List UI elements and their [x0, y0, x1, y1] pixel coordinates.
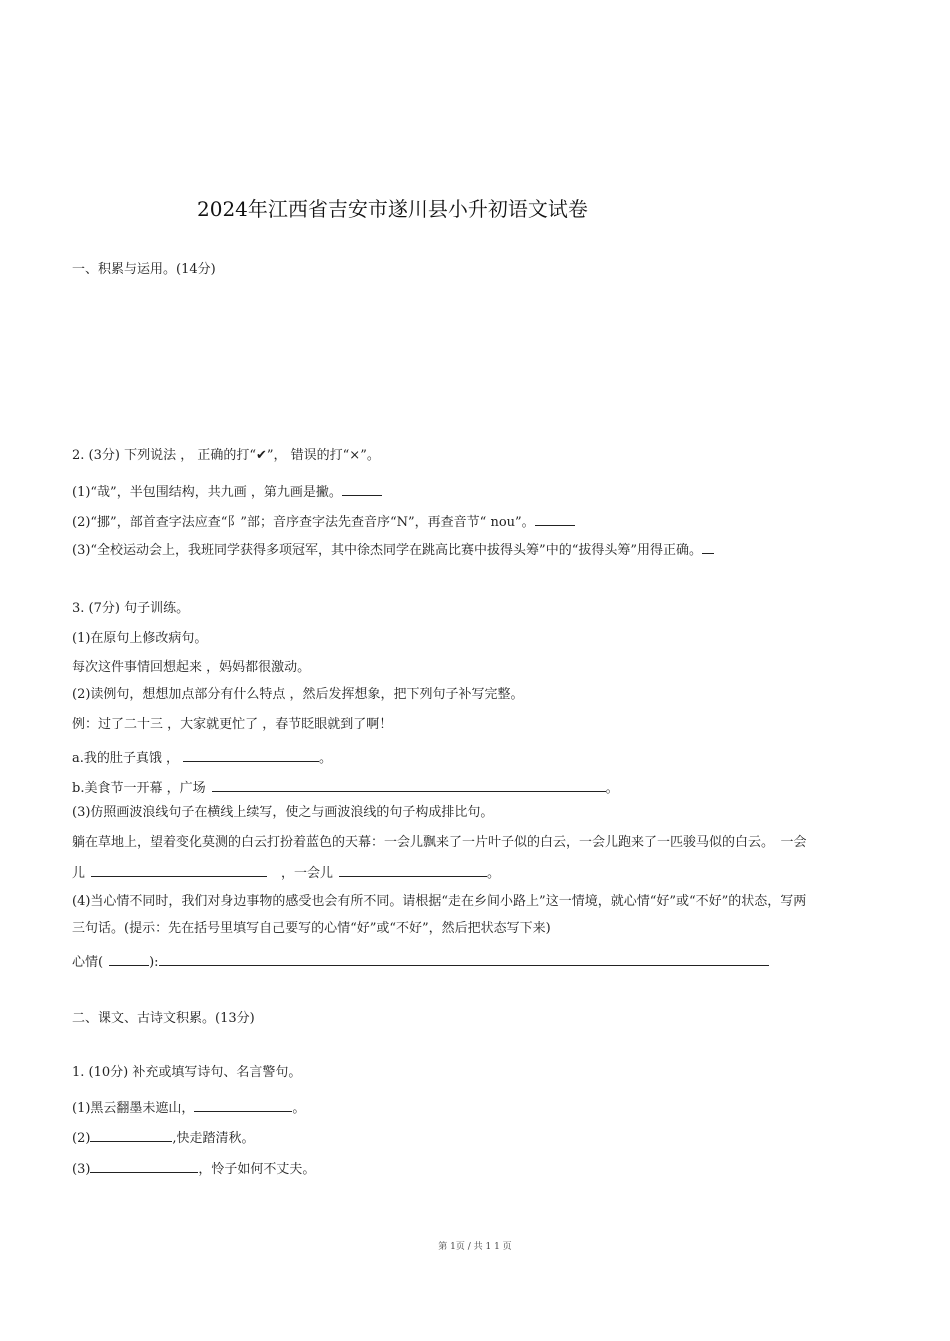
s2-q1-item-3-end: ，怜子如何不丈夫。	[198, 1162, 316, 1177]
q3-part-3-blank-2[interactable]	[339, 863, 487, 877]
q3-part-3-label: (3)仿照画波浪线句子在横线上续写，使之与画波浪线的句子构成排比句。	[72, 805, 494, 820]
q3-part-2-b-period: 。	[605, 781, 619, 796]
q3-part-3-text: 躺在草地上，望着变化莫测的白云打扮着蓝色的天幕：一会儿飘来了一片叶子似的白云，一会儿跑来了一匹骏马似的白云。 一会	[72, 835, 807, 850]
s2-q1-item-3-blank[interactable]	[90, 1159, 198, 1173]
q3-part-1-label: (1)在原句上修改病句。	[72, 631, 208, 646]
q3-part-4-mood-blank[interactable]	[109, 952, 149, 966]
s2-q1-item-3	[72, 1159, 315, 1179]
q3-part-4-answer-blank[interactable]	[159, 952, 769, 966]
page-title: 2024年江西省吉安市遂川县小升初语文试卷	[197, 197, 588, 221]
q2-item-2-text: (2)“挪”，部首查字法应查“阝”部；音序查字法先查音序“N”，再查音节“ nou”。	[72, 515, 535, 530]
q3-part-2-a	[72, 748, 332, 768]
q3-part-3-cont-start: 儿	[72, 866, 86, 881]
s2-q1-item-1	[72, 1098, 305, 1118]
q3-part-3-continuation	[72, 863, 500, 883]
q3-part-3-period: 。	[487, 866, 501, 881]
q3-part-2-b-blank[interactable]	[212, 778, 606, 792]
s2-q1-item-2-start: (2)	[72, 1131, 91, 1146]
q3-part-2-example: 例：过了二十三 ，大家就更忙了 ，春节眨眼就到了啊！	[72, 717, 393, 732]
q3-part-2-a-text: a.我的肚子真饿 ，	[72, 751, 180, 766]
q3-part-3-cont-mid: ，一会儿	[281, 866, 334, 881]
s2-q1-item-2	[72, 1128, 255, 1148]
s2-q1-item-3-start: (3)	[72, 1162, 91, 1177]
q3-part-4-text-2: 三句话。(提示：先在括号里填写自己要写的心情“好”或“不好”，然后把状态写下来)	[72, 921, 551, 936]
s2-q1-stem: 1. (10分) 补充或填写诗句、名言警句。	[72, 1065, 302, 1080]
section-2-heading: 二、课文、古诗文积累。(13分)	[72, 1011, 255, 1026]
q2-item-2	[72, 512, 575, 532]
q3-stem: 3. (7分) 句子训练。	[72, 601, 190, 616]
page-footer: 第 1页 / 共 1 1 页	[438, 1242, 512, 1252]
section-1-heading: 一、积累与运用。(14分)	[72, 262, 216, 277]
q2-stem: 2. (3分) 下列说法 ， 正确的打“✔”， 错误的打“×”。	[72, 448, 380, 463]
s2-q1-item-1-text: (1)黑云翻墨未遮山，	[72, 1101, 195, 1116]
s2-q1-item-1-blank[interactable]	[194, 1098, 292, 1112]
s2-q1-item-2-blank[interactable]	[90, 1128, 172, 1142]
q3-part-3-blank-1[interactable]	[91, 863, 267, 877]
q3-part-4-text-1: (4)当心情不同时，我们对身边事物的感受也会有所不同。请根据“走在乡间小路上”这一情境，就心情“好”或“不好”的状态，写两	[72, 894, 807, 909]
q3-part-2-a-blank[interactable]	[183, 748, 319, 762]
q3-part-4-mood-open: 心情(	[72, 955, 104, 970]
q2-item-3	[72, 540, 714, 560]
q3-part-1-sentence: 每次这件事情回想起来 ，妈妈都很激动。	[72, 660, 311, 675]
s2-q1-item-2-end: ,快走踏清秋。	[172, 1131, 255, 1146]
q3-part-2-b	[72, 778, 619, 798]
q3-part-2-label: (2)读例句，想想加点部分有什么特点 ，然后发挥想象，把下列句子补写完整。	[72, 687, 524, 702]
q3-part-2-a-period: 。	[319, 751, 333, 766]
q3-part-4-mood-close: ):	[149, 955, 159, 970]
q3-part-4-mood	[72, 952, 769, 972]
q2-item-1	[72, 482, 382, 502]
q2-item-3-blank[interactable]	[702, 540, 714, 554]
q2-item-2-blank[interactable]	[535, 512, 575, 526]
q2-item-1-text: (1)“哉”，半包围结构，共九画 ，第九画是撇。	[72, 485, 342, 500]
s2-q1-item-1-period: 。	[292, 1101, 306, 1116]
q2-item-1-blank[interactable]	[342, 482, 382, 496]
q2-item-3-text: (3)“全校运动会上，我班同学获得多项冠军，其中徐杰同学在跳高比赛中拔得头筹”中的“拔得头筹”用得正确。	[72, 543, 702, 558]
q3-part-2-b-text: b.美食节一开幕 ，广场	[72, 781, 206, 796]
